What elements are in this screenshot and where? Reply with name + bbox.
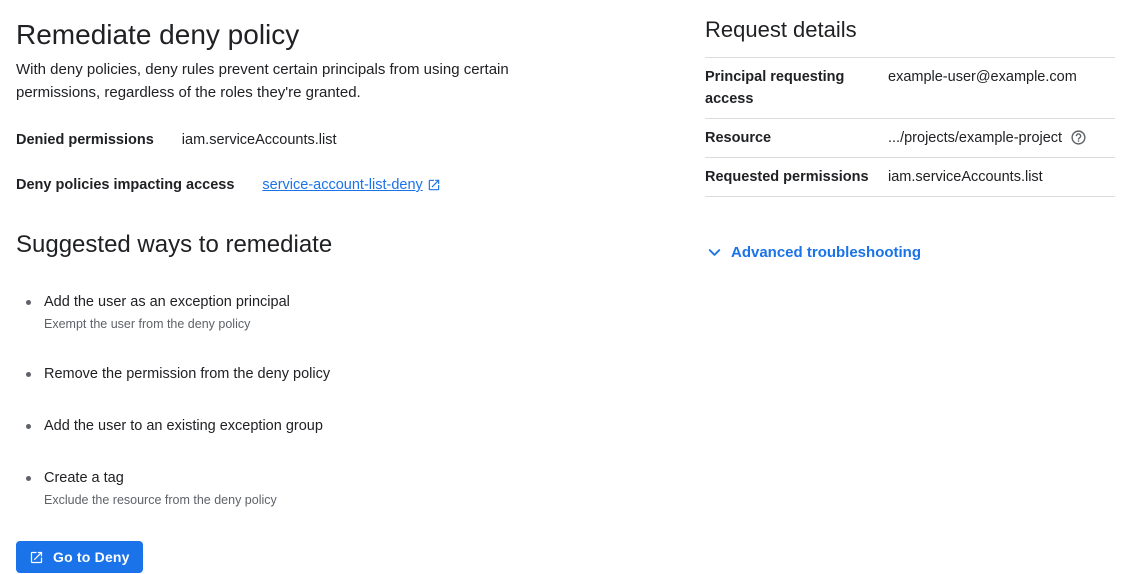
page-description: With deny policies, deny rules prevent certain principals from using certain permissions, regardless of the roles they're granted. (16, 61, 509, 101)
advanced-troubleshooting-toggle[interactable] (705, 243, 921, 262)
bullet-icon (26, 424, 31, 429)
table-row (705, 118, 1115, 157)
bullet-icon (26, 476, 31, 481)
suggestions-title: Suggested ways to remediate (16, 231, 333, 258)
list-item (16, 293, 705, 332)
request-details-panel (705, 0, 1122, 573)
deny-policy-link-text: service-account-list-deny (262, 177, 423, 193)
denied-permissions-label: Denied permissions (16, 132, 154, 148)
list-item (16, 417, 705, 436)
deny-policies-row (16, 176, 705, 194)
bullet-icon (26, 300, 31, 305)
resource-label: Resource (705, 130, 772, 146)
suggestion-subtitle: Exclude the resource from the deny policy (44, 493, 277, 507)
table-row (705, 157, 1115, 196)
open-in-new-icon (427, 178, 441, 192)
denied-permissions-value: iam.serviceAccounts.list (181, 132, 337, 148)
table-row (705, 57, 1115, 118)
request-details-title: Request details (705, 17, 857, 42)
deny-policies-label: Deny policies impacting access (16, 177, 235, 193)
principal-value: example-user@example.com (888, 69, 1077, 85)
advanced-troubleshooting-label: Advanced troubleshooting (731, 244, 922, 261)
suggestion-title: Add the user as an exception principal (44, 294, 290, 310)
page-title: Remediate deny policy (16, 19, 300, 50)
chevron-down-icon (705, 243, 724, 262)
principal-label: Principal requesting access (705, 69, 845, 107)
suggestion-subtitle: Exempt the user from the deny policy (44, 317, 251, 331)
go-to-deny-button-label: Go to Deny (53, 549, 130, 565)
resource-value: .../projects/example-project (888, 127, 1115, 149)
open-in-new-icon (29, 550, 44, 565)
suggestion-title: Add the user to an existing exception group (44, 418, 323, 434)
list-item (16, 469, 705, 508)
bullet-icon (26, 372, 31, 377)
go-to-deny-button[interactable] (16, 541, 143, 573)
denied-permissions-row (16, 131, 705, 149)
help-icon[interactable] (1070, 129, 1087, 146)
suggestions-list (16, 293, 705, 508)
requested-permissions-label: Requested permissions (705, 169, 869, 185)
deny-policy-link[interactable] (262, 176, 440, 194)
suggestion-title: Remove the permission from the deny policy (44, 366, 331, 382)
suggestion-title: Create a tag (44, 470, 124, 486)
request-details-table (705, 57, 1115, 197)
requested-permissions-value: iam.serviceAccounts.list (888, 169, 1043, 185)
list-item (16, 365, 705, 384)
